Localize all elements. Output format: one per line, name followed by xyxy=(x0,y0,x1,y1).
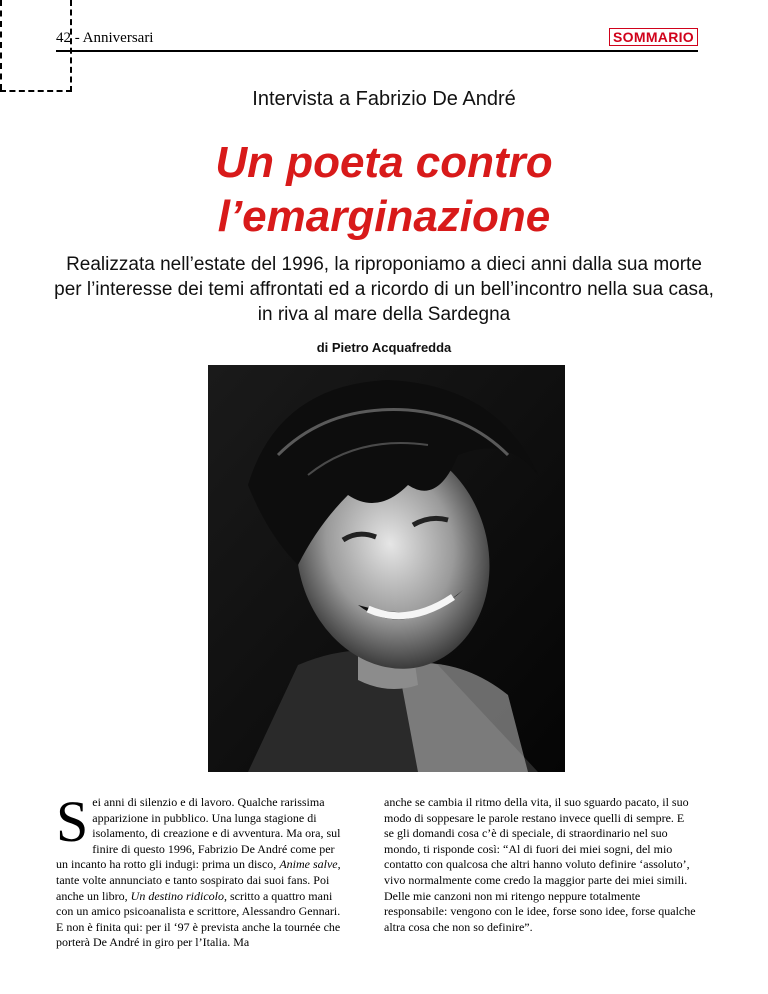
book-title: Un destino ridicolo xyxy=(130,888,224,903)
article-subtitle: Realizzata nell’estate del 1996, la riproponiamo a dieci anni dalla sua morte per l’interesse dei temi affrontati ed a ricordo di un bell’incontro nella sua casa, in riva al mare della Sardegna xyxy=(54,254,714,325)
portrait-image xyxy=(208,365,565,772)
paragraph-part: , scritto a quattro mani con un amico psicoanalista e scrittore, Alessandro Gennari. E non è finita qui: per il ‘97 è prevista anche la tournée che porterà De André in giro per l’Italia. Ma xyxy=(56,888,341,950)
drop-cap: S xyxy=(56,789,89,854)
paragraph-part: ei anni di silenzio e di lavoro. Qualche rarissima apparizione in pubblico. Una lunga stagione di isolamento, di creazione e di avventura. Ma ora, sul finire di questo 1996, Fabrizio De André come per un incanto ha rotto gli indugi: prima un disco, xyxy=(56,795,341,872)
text-column-left xyxy=(56,789,348,951)
page-number: 42 xyxy=(56,30,71,46)
paragraph-part: , tante volte annunciato e tanto sospirato dai suoi fans. Poi anche un libro, xyxy=(56,857,341,903)
sommario-button[interactable]: SOMMARIO xyxy=(609,28,698,46)
section-name: - Anniversari xyxy=(74,30,154,46)
title-line-1: Un poeta contro xyxy=(215,138,553,187)
page-header xyxy=(56,28,698,52)
album-title: Anime salve xyxy=(279,857,338,872)
article-kicker: Intervista a Fabrizio De André xyxy=(252,88,516,110)
byline: di Pietro Acquafredda xyxy=(316,340,452,355)
running-head xyxy=(56,30,153,47)
portrait-photo xyxy=(208,365,565,772)
title-line-2: l’emarginazione xyxy=(217,192,551,241)
article-title xyxy=(0,136,768,244)
text-column-right: anche se cambia il ritmo della vita, il suo sguardo pacato, il suo modo di soppesare le parole restano invece quelli di sempre. E se gli domandi cosa c’è di speciale, di straordinario nel suo mondo, ti risponde così: “Al di fuori dei miei sogni, del mio contatto con qualcosa che altri hanno voluto definire ‘assoluto’, vivo normalmente come credo la maggior parte dei miei simili. Delle mie canzoni non mi ritengo neppure totalmente responsabile: vengono con le idee, forse sono idee, forse qualche altra cosa che non so definire”. xyxy=(384,795,696,934)
